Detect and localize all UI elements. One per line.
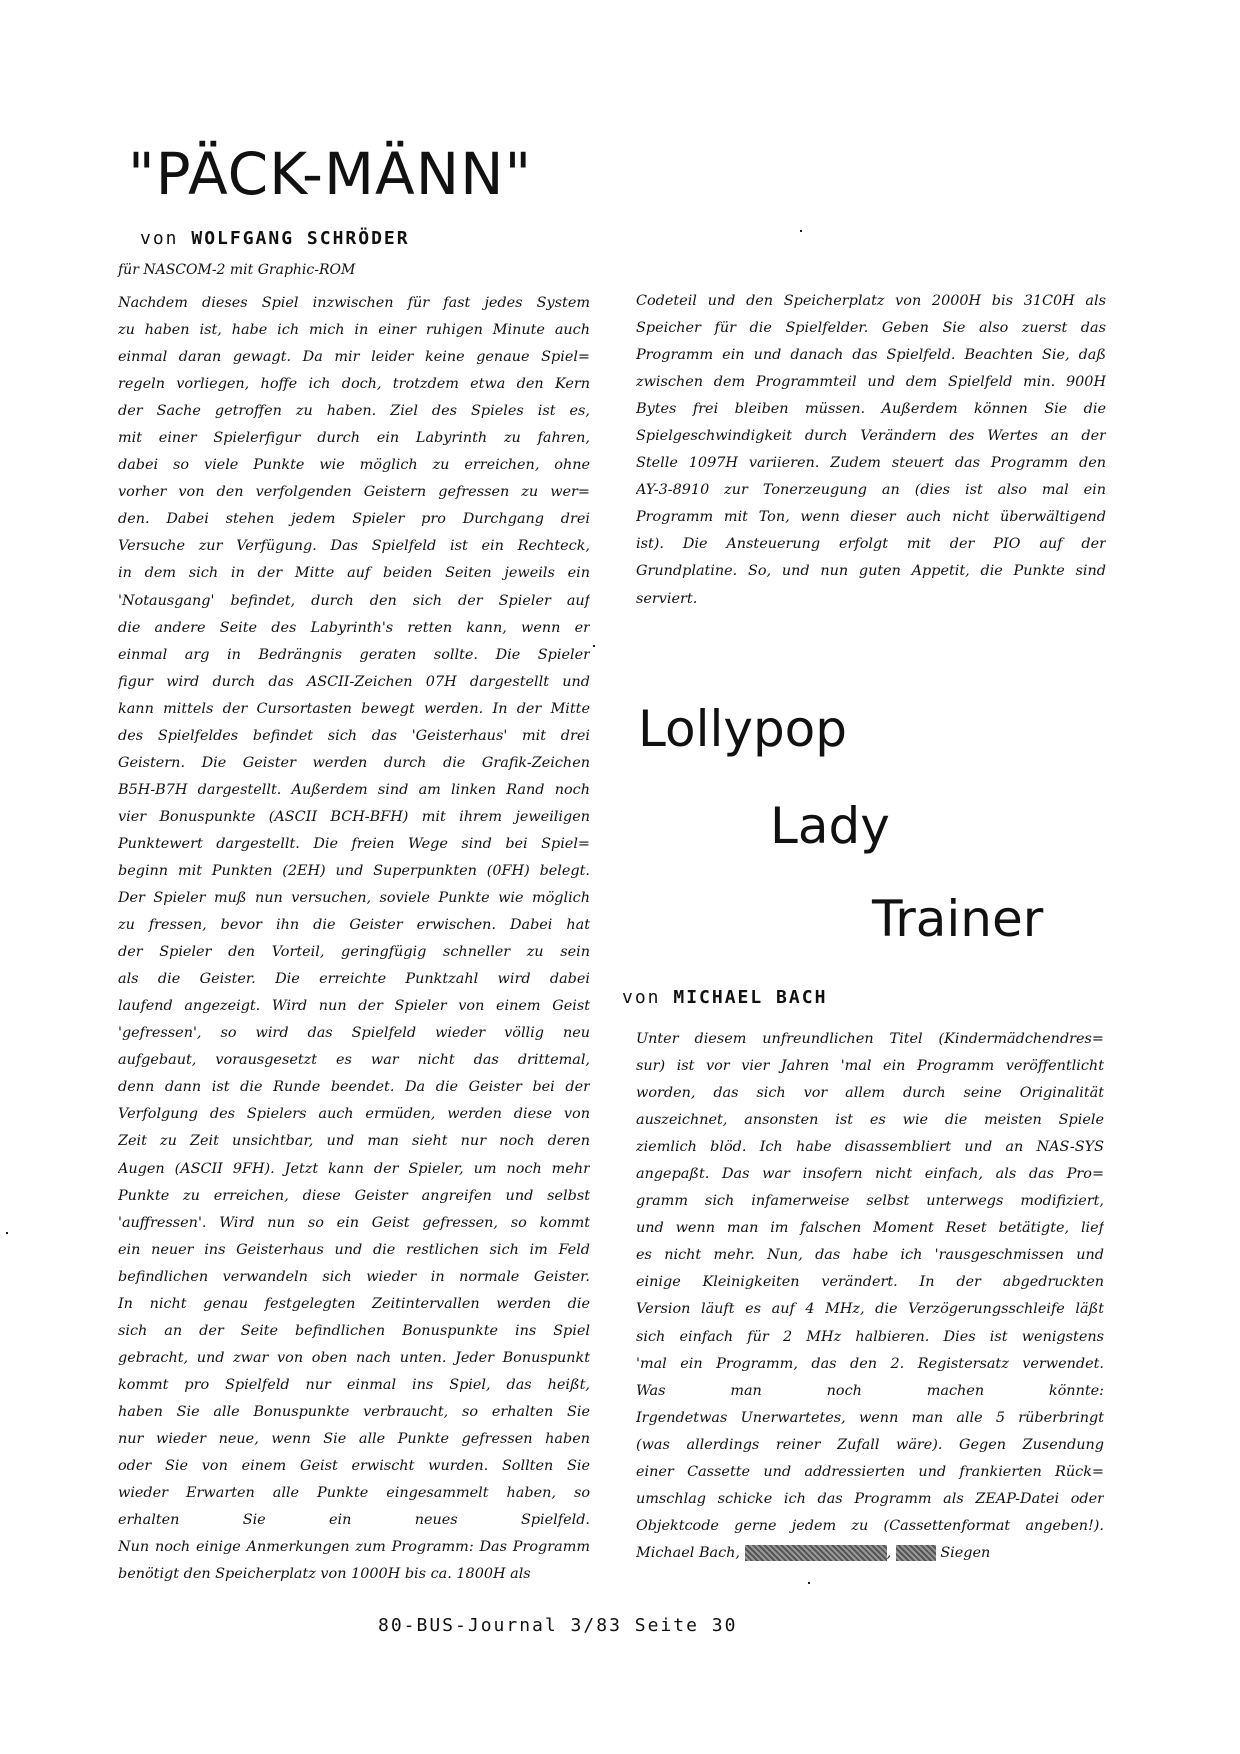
scan-speck <box>593 645 595 647</box>
text-line: einige Kleinigkeiten verändert. In der abgedruckten <box>636 1274 1104 1291</box>
text-line: in dem sich in der Mitte auf beiden Seiten jeweils ein <box>118 565 590 582</box>
text-line: umschlag schicke ich das Programm als ZEAP-Datei oder <box>636 1490 1104 1507</box>
text-line: zu haben ist, habe ich mich in einer ruhigen Minute auch <box>118 322 590 339</box>
text-line: Was man noch machen könnte: <box>636 1382 1104 1399</box>
text-line: denn dann ist die Runde beendet. Da die Geister bei der <box>118 1079 590 1096</box>
text-line: haben Sie alle Bonuspunkte verbraucht, so erhalten Sie <box>118 1403 590 1420</box>
text-line: oder Sie von einem Geist erwischt wurden. Sollten Sie <box>118 1458 590 1475</box>
text-line: aufgebaut, vorausgesetzt es war nicht das drittemal, <box>118 1052 590 1069</box>
text-line: Der Spieler muß nun versuchen, soviele Punkte wie möglich <box>118 890 590 907</box>
text-line: kann mittels der Cursortasten bewegt werden. In der Mitte <box>118 700 590 717</box>
text-line: Grundplatine. So, und nun guten Appetit, die Punkte sind <box>636 563 1106 580</box>
text-line: ist). Die Ansteuerung erfolgt mit der PIO auf der <box>636 536 1106 553</box>
text-line: gebracht, und zwar von oben nach unten. Jeder Bonuspunkt <box>118 1349 590 1366</box>
text-line: zu fressen, bevor ihn die Geister erwischen. Dabei hat <box>118 917 590 934</box>
scan-speck <box>808 1582 810 1584</box>
text-line: AY-3-8910 zur Tonerzeugung an (dies ist also mal ein <box>636 482 1106 499</box>
text-line: gramm sich infamerweise selbst unterwegs modifiziert, <box>636 1193 1104 1210</box>
scan-speck <box>6 1232 8 1234</box>
text-line: vier Bonuspunkte (ASCII BCH-BFH) mit ihrem jeweiligen <box>118 808 590 825</box>
text-line: 'auffressen'. Wird nun so ein Geist gefressen, so kommt <box>118 1214 590 1231</box>
text-line: regeln vorliegen, hoffe ich doch, trotzdem etwa den Kern <box>118 376 590 393</box>
text-line: 'mal ein Programm, das den 2. Registersatz verwendet. <box>636 1355 1104 1372</box>
article-title-line-1: Lollypop <box>638 700 848 758</box>
text-line: beginn mit Punkten (2EH) und Superpunkten (0FH) belegt. <box>118 862 590 879</box>
text-line: zwischen dem Programmteil und dem Spielfeld min. 900H <box>636 374 1106 391</box>
article-title-line-2: Lady <box>770 797 890 855</box>
text-line: Punktewert dargestellt. Die freien Wege sind bei Spiel= <box>118 835 590 852</box>
text-line: ziemlich blöd. Ich habe disassembliert und an NAS-SYS <box>636 1139 1104 1156</box>
text-line: Version läuft es auf 4 MHz, die Verzögerungsschleife läßt <box>636 1301 1104 1318</box>
text-line: und wenn man im falschen Moment Reset betätigte, lief <box>636 1220 1104 1237</box>
text-line: als die Geister. Die erreichte Punktzahl wird dabei <box>118 971 590 988</box>
text-line: sur) ist vor vier Jahren 'mal ein Programm veröffentlicht <box>636 1058 1104 1075</box>
text-line: Unter diesem unfreundlichen Titel (Kindermädchendres= <box>636 1031 1104 1047</box>
text-line: Objektcode gerne jedem zu (Cassettenformat angeben!). <box>636 1517 1104 1534</box>
article-body-lollypop <box>636 1026 1104 1567</box>
author-name: WOLFGANG SCHRÖDER <box>191 228 410 249</box>
text-line: einmal arg in Bedrängnis geraten sollte. Die Spieler <box>118 646 590 663</box>
text-line: befindlichen verwandeln sich wieder in normale Geister. <box>118 1268 590 1285</box>
text-line: Nachdem dieses Spiel inzwischen für fast jedes System <box>118 295 590 311</box>
signature-line <box>636 1540 1104 1567</box>
text-line: der Sache getroffen zu haben. Ziel des Spieles ist es, <box>118 403 590 420</box>
text-line: sich einfach für 2 MHz halbieren. Dies ist wenigstens <box>636 1328 1104 1345</box>
text-line: figur wird durch das ASCII-Zeichen 07H dargestellt und <box>118 673 590 690</box>
text-line: B5H-B7H dargestellt. Außerdem sind am linken Rand noch <box>118 781 590 798</box>
text-line: dabei so viele Punkte wie möglich zu erreichen, ohne <box>118 457 590 474</box>
text-line: laufend angezeigt. Wird nun der Spieler von einem Geist <box>118 998 590 1015</box>
text-line: ein neuer ins Geisterhaus und die restlichen sich im Feld <box>118 1241 590 1258</box>
article-subtitle: für NASCOM-2 mit Graphic-ROM <box>118 262 356 278</box>
text-line: erhalten Sie ein neues Spielfeld. <box>118 1512 590 1529</box>
article-body-right-column <box>636 288 1106 613</box>
signature-name: Michael Bach, <box>636 1544 740 1561</box>
text-line: vorher von den verfolgenden Geistern gefressen zu wer= <box>118 484 590 501</box>
text-line: (was allerdings reiner Zufall wäre). Gegen Zusendung <box>636 1436 1104 1453</box>
text-line: In nicht genau festgelegten Zeitintervallen werden die <box>118 1295 590 1312</box>
article-title-pack-mann: "PÄCK-MÄNN" <box>128 140 533 208</box>
text-line: Irgendetwas Unerwartetes, wenn man alle 5 rüberbringt <box>636 1409 1104 1426</box>
author-name: MICHAEL BACH <box>673 987 828 1008</box>
text-line: den. Dabei stehen jedem Spieler pro Durchgang drei <box>118 511 590 528</box>
text-line: Zeit zu Zeit unsichtbar, und man sieht nur noch deren <box>118 1133 590 1150</box>
redaction-comma: , <box>886 1544 892 1561</box>
text-line: kommt pro Spielfeld nur einmal ins Spiel, das heißt, <box>118 1376 590 1393</box>
text-line: Spielgeschwindigkeit durch Verändern des Wertes an der <box>636 428 1106 445</box>
text-line: 'Notausgang' befindet, durch den sich der Spieler auf <box>118 592 590 609</box>
text-line: auszeichnet, ansonsten ist es wie die meisten Spiele <box>636 1112 1104 1129</box>
text-line: serviert. <box>636 590 698 607</box>
text-line: Programm mit Ton, wenn dieser auch nicht überwältigend <box>636 509 1106 526</box>
byline-prefix: von <box>140 228 179 249</box>
text-line: Codeteil und den Speicherplatz von 2000H bis 31C0H als <box>636 293 1106 309</box>
text-line: Geistern. Die Geister werden durch die Grafik-Zeichen <box>118 754 590 771</box>
text-line: die andere Seite des Labyrinth's retten kann, wenn er <box>118 619 590 636</box>
article-body-left-column <box>118 290 590 1588</box>
article-byline <box>622 987 827 1008</box>
text-line: 'gefressen', so wird das Spielfeld wieder völlig neu <box>118 1025 590 1042</box>
text-line: der Spieler den Vorteil, geringfügig schneller zu sein <box>118 944 590 961</box>
text-line: benötigt den Speicherplatz von 1000H bis ca. 1800H als <box>118 1566 531 1583</box>
article-title-line-3: Trainer <box>872 890 1044 948</box>
text-line: Verfolgung des Spielers auch ermüden, werden diese von <box>118 1106 590 1123</box>
text-line: einmal daran gewagt. Da mir leider keine genaue Spiel= <box>118 349 590 366</box>
text-line: Bytes frei bleiben müssen. Außerdem können Sie die <box>636 401 1106 418</box>
text-line: worden, das sich vor allem durch seine Originalität <box>636 1085 1104 1102</box>
text-line: angepaßt. Das war insofern nicht einfach, als das Pro= <box>636 1166 1104 1183</box>
scan-speck <box>800 230 802 232</box>
redacted-address-block <box>745 1545 887 1561</box>
text-line: Punkte zu erreichen, diese Geister angreifen und selbst <box>118 1187 590 1204</box>
article-text-lines <box>636 1026 1104 1540</box>
text-line: einer Cassette und addressierten und frankierten Rück= <box>636 1463 1104 1480</box>
article-byline <box>140 228 410 249</box>
text-line: es nicht mehr. Nun, das habe ich 'rausgeschmissen und <box>636 1247 1104 1264</box>
text-line: nur wieder neue, wenn Sie alle Punkte gefressen haben <box>118 1430 590 1447</box>
text-line: Versuche zur Verfügung. Das Spielfeld ist ein Rechteck, <box>118 538 590 555</box>
text-line: Speicher für die Spielfelder. Geben Sie also zuerst das <box>636 320 1106 337</box>
signature-city: Siegen <box>940 1544 991 1561</box>
byline-prefix: von <box>622 987 661 1008</box>
text-line: mit einer Spielerfigur durch ein Labyrinth zu fahren, <box>118 430 590 447</box>
text-line: des Spielfeldes befindet sich das 'Geisterhaus' mit drei <box>118 727 590 744</box>
text-line: Stelle 1097H variieren. Zudem steuert das Programm den <box>636 455 1106 472</box>
text-line: Nun noch einige Anmerkungen zum Programm: Das Programm <box>118 1539 590 1556</box>
page-footer: 80-BUS-Journal 3/83 Seite 30 <box>378 1615 738 1636</box>
text-line: Programm ein und danach das Spielfeld. Beachten Sie, daß <box>636 347 1106 364</box>
text-line: Augen (ASCII 9FH). Jetzt kann der Spieler, um noch mehr <box>118 1160 590 1177</box>
redacted-postcode-block <box>896 1545 936 1561</box>
text-line: wieder Erwarten alle Punkte eingesammelt haben, so <box>118 1485 590 1502</box>
text-line: sich an der Seite befindlichen Bonuspunkte ins Spiel <box>118 1322 590 1339</box>
